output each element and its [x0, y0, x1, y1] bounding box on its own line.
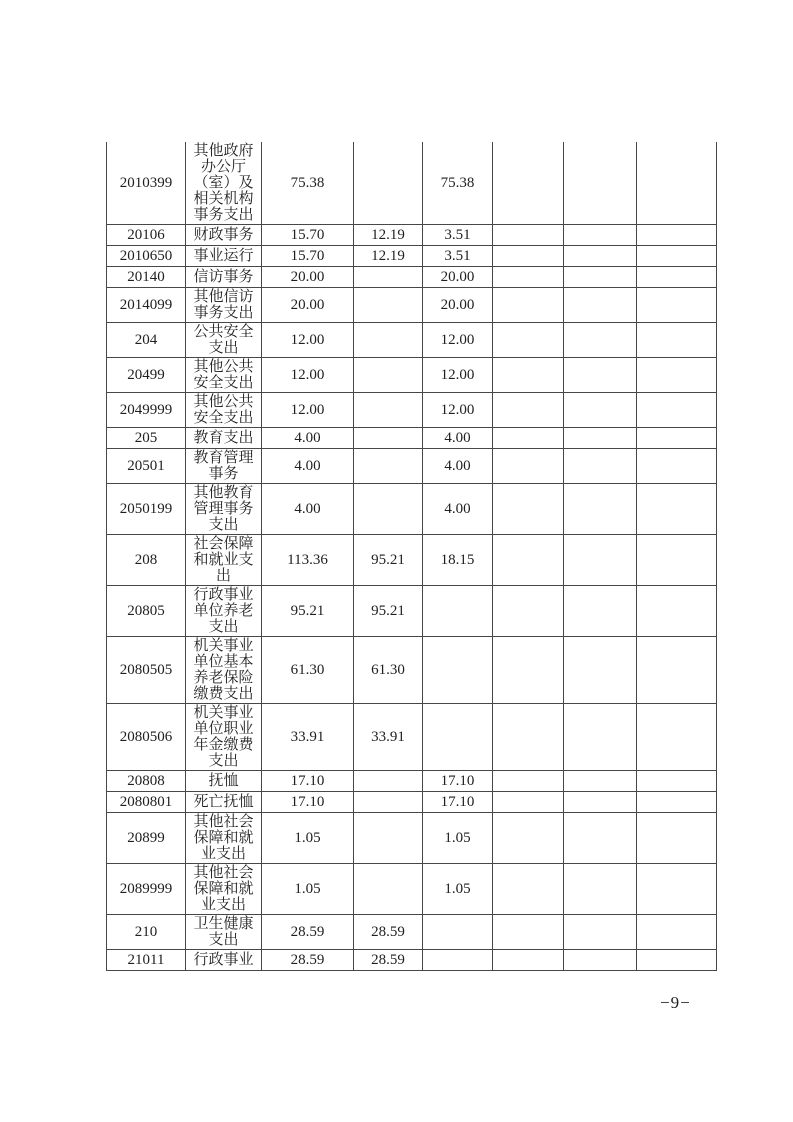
cell-amount-2: 33.91 [354, 704, 423, 771]
cell-empty-3 [637, 704, 717, 771]
cell-empty-1 [493, 428, 564, 449]
cell-amount-3: 20.00 [423, 267, 493, 288]
table-row [107, 449, 717, 484]
table-row [107, 246, 717, 267]
cell-amount-2: 12.19 [354, 246, 423, 267]
cell-empty-3 [637, 267, 717, 288]
cell-amount-2 [354, 393, 423, 428]
cell-empty-1 [493, 864, 564, 915]
cell-empty-2 [564, 225, 637, 246]
cell-name: 其他政府办公厅（室）及相关机构事务支出 [186, 142, 262, 225]
cell-name: 其他社会保障和就业支出 [186, 813, 262, 864]
cell-code: 2014099 [107, 288, 186, 323]
cell-empty-3 [637, 535, 717, 586]
cell-amount-1: 61.30 [262, 637, 354, 704]
cell-amount-3 [423, 950, 493, 971]
cell-empty-1 [493, 484, 564, 535]
cell-name: 其他公共安全支出 [186, 358, 262, 393]
cell-name: 其他公共安全支出 [186, 393, 262, 428]
cell-amount-1: 4.00 [262, 449, 354, 484]
cell-code: 2049999 [107, 393, 186, 428]
table-row [107, 225, 717, 246]
cell-empty-3 [637, 288, 717, 323]
cell-amount-1: 33.91 [262, 704, 354, 771]
table-row [107, 142, 717, 225]
cell-amount-3: 4.00 [423, 428, 493, 449]
cell-amount-3: 12.00 [423, 358, 493, 393]
cell-amount-2 [354, 428, 423, 449]
cell-empty-3 [637, 864, 717, 915]
table-row [107, 535, 717, 586]
cell-amount-3: 4.00 [423, 449, 493, 484]
cell-amount-2 [354, 358, 423, 393]
cell-name: 其他教育管理事务支出 [186, 484, 262, 535]
cell-empty-3 [637, 393, 717, 428]
cell-code: 204 [107, 323, 186, 358]
cell-empty-1 [493, 288, 564, 323]
cell-empty-3 [637, 792, 717, 813]
cell-empty-2 [564, 428, 637, 449]
cell-empty-2 [564, 813, 637, 864]
cell-empty-1 [493, 704, 564, 771]
cell-name: 教育支出 [186, 428, 262, 449]
table-row [107, 637, 717, 704]
table-row [107, 323, 717, 358]
cell-empty-2 [564, 637, 637, 704]
cell-empty-3 [637, 484, 717, 535]
table-row [107, 792, 717, 813]
cell-empty-3 [637, 358, 717, 393]
cell-amount-2: 95.21 [354, 535, 423, 586]
cell-amount-1: 15.70 [262, 246, 354, 267]
cell-amount-2 [354, 484, 423, 535]
cell-empty-2 [564, 323, 637, 358]
cell-amount-1: 12.00 [262, 358, 354, 393]
cell-amount-3 [423, 704, 493, 771]
table-row [107, 704, 717, 771]
cell-empty-1 [493, 393, 564, 428]
cell-empty-1 [493, 586, 564, 637]
cell-name: 信访事务 [186, 267, 262, 288]
cell-empty-3 [637, 950, 717, 971]
cell-amount-2 [354, 267, 423, 288]
cell-empty-3 [637, 449, 717, 484]
cell-amount-2 [354, 449, 423, 484]
page-number: −9− [660, 993, 691, 1012]
cell-amount-1: 1.05 [262, 864, 354, 915]
cell-empty-3 [637, 225, 717, 246]
cell-empty-1 [493, 813, 564, 864]
cell-amount-3: 20.00 [423, 288, 493, 323]
cell-code: 21011 [107, 950, 186, 971]
cell-amount-1: 1.05 [262, 813, 354, 864]
table-row [107, 813, 717, 864]
cell-amount-2 [354, 864, 423, 915]
cell-empty-2 [564, 535, 637, 586]
table-row [107, 484, 717, 535]
cell-empty-2 [564, 358, 637, 393]
cell-name: 社会保障和就业支出 [186, 535, 262, 586]
cell-code: 20899 [107, 813, 186, 864]
cell-name: 卫生健康支出 [186, 915, 262, 950]
cell-amount-3: 18.15 [423, 535, 493, 586]
cell-code: 2010399 [107, 142, 186, 225]
cell-amount-2: 95.21 [354, 586, 423, 637]
cell-code: 208 [107, 535, 186, 586]
cell-empty-3 [637, 428, 717, 449]
cell-empty-2 [564, 771, 637, 792]
cell-empty-1 [493, 358, 564, 393]
cell-amount-3 [423, 586, 493, 637]
cell-code: 20140 [107, 267, 186, 288]
cell-amount-1: 4.00 [262, 484, 354, 535]
cell-amount-1: 20.00 [262, 288, 354, 323]
cell-amount-2 [354, 288, 423, 323]
cell-empty-1 [493, 323, 564, 358]
cell-empty-1 [493, 535, 564, 586]
cell-empty-2 [564, 704, 637, 771]
budget-table-body [107, 142, 717, 971]
cell-name: 行政事业单位养老支出 [186, 586, 262, 637]
cell-code: 2080801 [107, 792, 186, 813]
cell-empty-2 [564, 246, 637, 267]
cell-empty-1 [493, 915, 564, 950]
cell-empty-2 [564, 288, 637, 323]
cell-code: 205 [107, 428, 186, 449]
table-row [107, 864, 717, 915]
cell-amount-3: 3.51 [423, 225, 493, 246]
cell-amount-2: 28.59 [354, 950, 423, 971]
cell-empty-2 [564, 950, 637, 971]
cell-empty-3 [637, 586, 717, 637]
cell-code: 2089999 [107, 864, 186, 915]
cell-empty-2 [564, 393, 637, 428]
cell-amount-2 [354, 771, 423, 792]
cell-empty-2 [564, 915, 637, 950]
cell-code: 20808 [107, 771, 186, 792]
cell-empty-3 [637, 813, 717, 864]
table-row [107, 771, 717, 792]
cell-empty-1 [493, 792, 564, 813]
cell-name: 公共安全支出 [186, 323, 262, 358]
cell-amount-1: 28.59 [262, 950, 354, 971]
cell-code: 2010650 [107, 246, 186, 267]
cell-code: 2080506 [107, 704, 186, 771]
table-row [107, 586, 717, 637]
cell-amount-3: 3.51 [423, 246, 493, 267]
cell-amount-3: 12.00 [423, 393, 493, 428]
cell-name: 死亡抚恤 [186, 792, 262, 813]
table-row [107, 950, 717, 971]
cell-empty-2 [564, 792, 637, 813]
cell-amount-3 [423, 915, 493, 950]
table-row [107, 393, 717, 428]
cell-empty-1 [493, 142, 564, 225]
cell-amount-2: 61.30 [354, 637, 423, 704]
cell-empty-1 [493, 449, 564, 484]
cell-code: 20106 [107, 225, 186, 246]
cell-amount-1: 20.00 [262, 267, 354, 288]
cell-empty-2 [564, 484, 637, 535]
cell-code: 20501 [107, 449, 186, 484]
cell-amount-1: 12.00 [262, 393, 354, 428]
cell-empty-1 [493, 246, 564, 267]
cell-empty-3 [637, 246, 717, 267]
cell-empty-3 [637, 142, 717, 225]
cell-code: 2050199 [107, 484, 186, 535]
cell-amount-1: 12.00 [262, 323, 354, 358]
cell-name: 抚恤 [186, 771, 262, 792]
cell-amount-1: 75.38 [262, 142, 354, 225]
cell-amount-2 [354, 142, 423, 225]
cell-amount-2: 12.19 [354, 225, 423, 246]
cell-amount-1: 15.70 [262, 225, 354, 246]
cell-code: 210 [107, 915, 186, 950]
cell-empty-2 [564, 586, 637, 637]
cell-amount-3: 1.05 [423, 813, 493, 864]
cell-name: 财政事务 [186, 225, 262, 246]
cell-empty-2 [564, 864, 637, 915]
cell-code: 2080505 [107, 637, 186, 704]
cell-empty-2 [564, 449, 637, 484]
table-row [107, 288, 717, 323]
cell-amount-3: 17.10 [423, 792, 493, 813]
table-row [107, 428, 717, 449]
cell-empty-2 [564, 267, 637, 288]
cell-code: 20499 [107, 358, 186, 393]
cell-amount-1: 17.10 [262, 771, 354, 792]
cell-empty-1 [493, 771, 564, 792]
cell-amount-3: 4.00 [423, 484, 493, 535]
cell-name: 事业运行 [186, 246, 262, 267]
table-row [107, 358, 717, 393]
cell-amount-1: 4.00 [262, 428, 354, 449]
cell-amount-3: 17.10 [423, 771, 493, 792]
cell-name: 其他社会保障和就业支出 [186, 864, 262, 915]
cell-name: 行政事业 [186, 950, 262, 971]
cell-code: 20805 [107, 586, 186, 637]
cell-amount-3: 1.05 [423, 864, 493, 915]
cell-name: 其他信访事务支出 [186, 288, 262, 323]
cell-amount-1: 113.36 [262, 535, 354, 586]
cell-amount-3 [423, 637, 493, 704]
cell-empty-1 [493, 225, 564, 246]
cell-name: 教育管理事务 [186, 449, 262, 484]
cell-name: 机关事业单位职业年金缴费支出 [186, 704, 262, 771]
budget-table [106, 142, 717, 971]
cell-empty-1 [493, 267, 564, 288]
cell-empty-3 [637, 323, 717, 358]
cell-empty-3 [637, 915, 717, 950]
cell-amount-2: 28.59 [354, 915, 423, 950]
cell-empty-3 [637, 637, 717, 704]
cell-amount-2 [354, 323, 423, 358]
cell-amount-2 [354, 813, 423, 864]
cell-amount-1: 28.59 [262, 915, 354, 950]
cell-name: 机关事业单位基本养老保险缴费支出 [186, 637, 262, 704]
cell-amount-1: 95.21 [262, 586, 354, 637]
cell-amount-2 [354, 792, 423, 813]
cell-amount-3: 12.00 [423, 323, 493, 358]
table-row [107, 915, 717, 950]
cell-amount-3: 75.38 [423, 142, 493, 225]
cell-empty-2 [564, 142, 637, 225]
cell-empty-3 [637, 771, 717, 792]
cell-amount-1: 17.10 [262, 792, 354, 813]
cell-empty-1 [493, 950, 564, 971]
cell-empty-1 [493, 637, 564, 704]
table-row [107, 267, 717, 288]
